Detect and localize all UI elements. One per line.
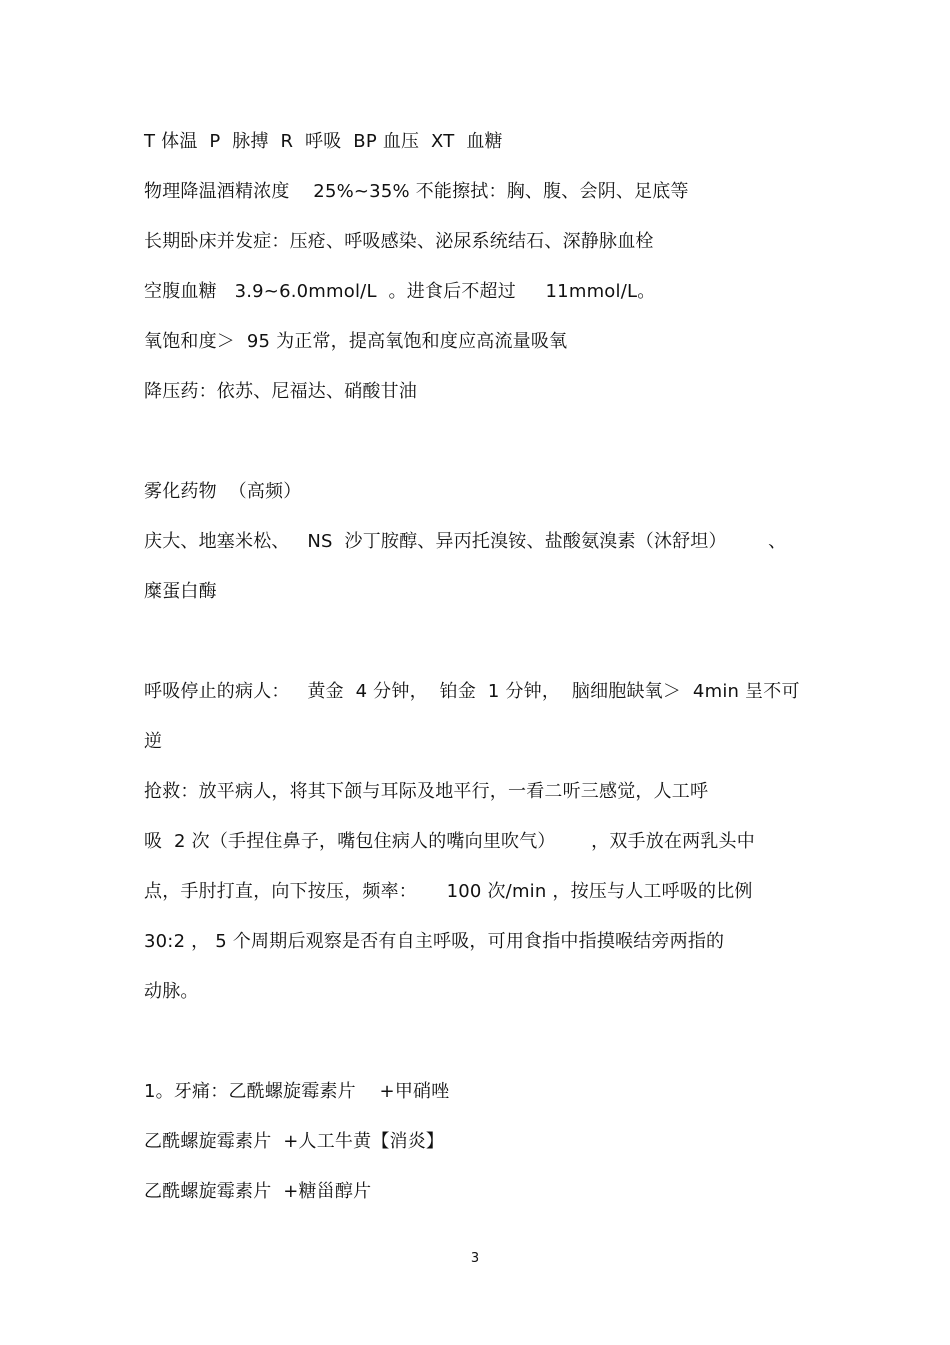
- text-line-rescue-1: 抢救：放平病人，将其下颌与耳际及地平行，一看二听三感觉，人工呼: [144, 781, 709, 802]
- text-line-respiratory-arrest: 呼吸停止的病人： 黄金 4 分钟， 铂金 1 分钟， 脑细胞缺氧＞ 4min 呈不可: [144, 681, 800, 702]
- text-line-cooling: 物理降温酒精浓度 25%~35% 不能擦拭：胸、腹、会阴、足底等: [144, 181, 689, 202]
- text-line-rescue-5: 动脉。: [144, 981, 199, 1002]
- text-line-nebulizer-heading: 雾化药物 （高频）: [144, 481, 302, 502]
- text-line-vital-signs: T 体温 P 脉搏 R 呼吸 BP 血压 XT 血糖: [144, 131, 503, 152]
- text-line-toothache-2: 乙酰螺旋霉素片 +人工牛黄【消炎】: [144, 1131, 445, 1152]
- text-line-nebulizer-drugs-cont: 糜蛋白酶: [144, 581, 217, 602]
- page-number: 3: [470, 1251, 480, 1266]
- text-line-oxygen: 氧饱和度＞ 95 为正常，提高氧饱和度应高流量吸氧: [144, 331, 568, 352]
- text-line-respiratory-arrest-cont: 逆: [144, 731, 163, 752]
- text-line-rescue-4: 30:2 ， 5 个周期后观察是否有自主呼吸，可用食指中指摸喉结旁两指的: [144, 931, 725, 952]
- text-line-blood-sugar: 空腹血糖 3.9~6.0mmol/L 。进食后不超过 11mmol/L。: [144, 281, 656, 302]
- text-line-nebulizer-drugs: 庆大、地塞米松、 NS 沙丁胺醇、异丙托溴铵、盐酸氨溴素（沐舒坦） 、: [144, 531, 787, 552]
- text-line-toothache: 1。牙痛：乙酰螺旋霉素片 +甲硝唑: [144, 1081, 450, 1102]
- text-line-toothache-3: 乙酰螺旋霉素片 +糖甾醇片: [144, 1181, 372, 1202]
- text-line-antihypertensive: 降压药：依苏、尼福达、硝酸甘油: [144, 381, 417, 402]
- text-line-rescue-2: 吸 2 次（手捏住鼻子，嘴包住病人的嘴向里吹气） ，双手放在两乳头中: [144, 831, 755, 852]
- text-line-complications: 长期卧床并发症：压疮、呼吸感染、泌尿系统结石、深静脉血栓: [144, 231, 654, 252]
- text-line-rescue-3: 点，手肘打直，向下按压，频率： 100 次/min ，按压与人工呼吸的比例: [144, 881, 753, 902]
